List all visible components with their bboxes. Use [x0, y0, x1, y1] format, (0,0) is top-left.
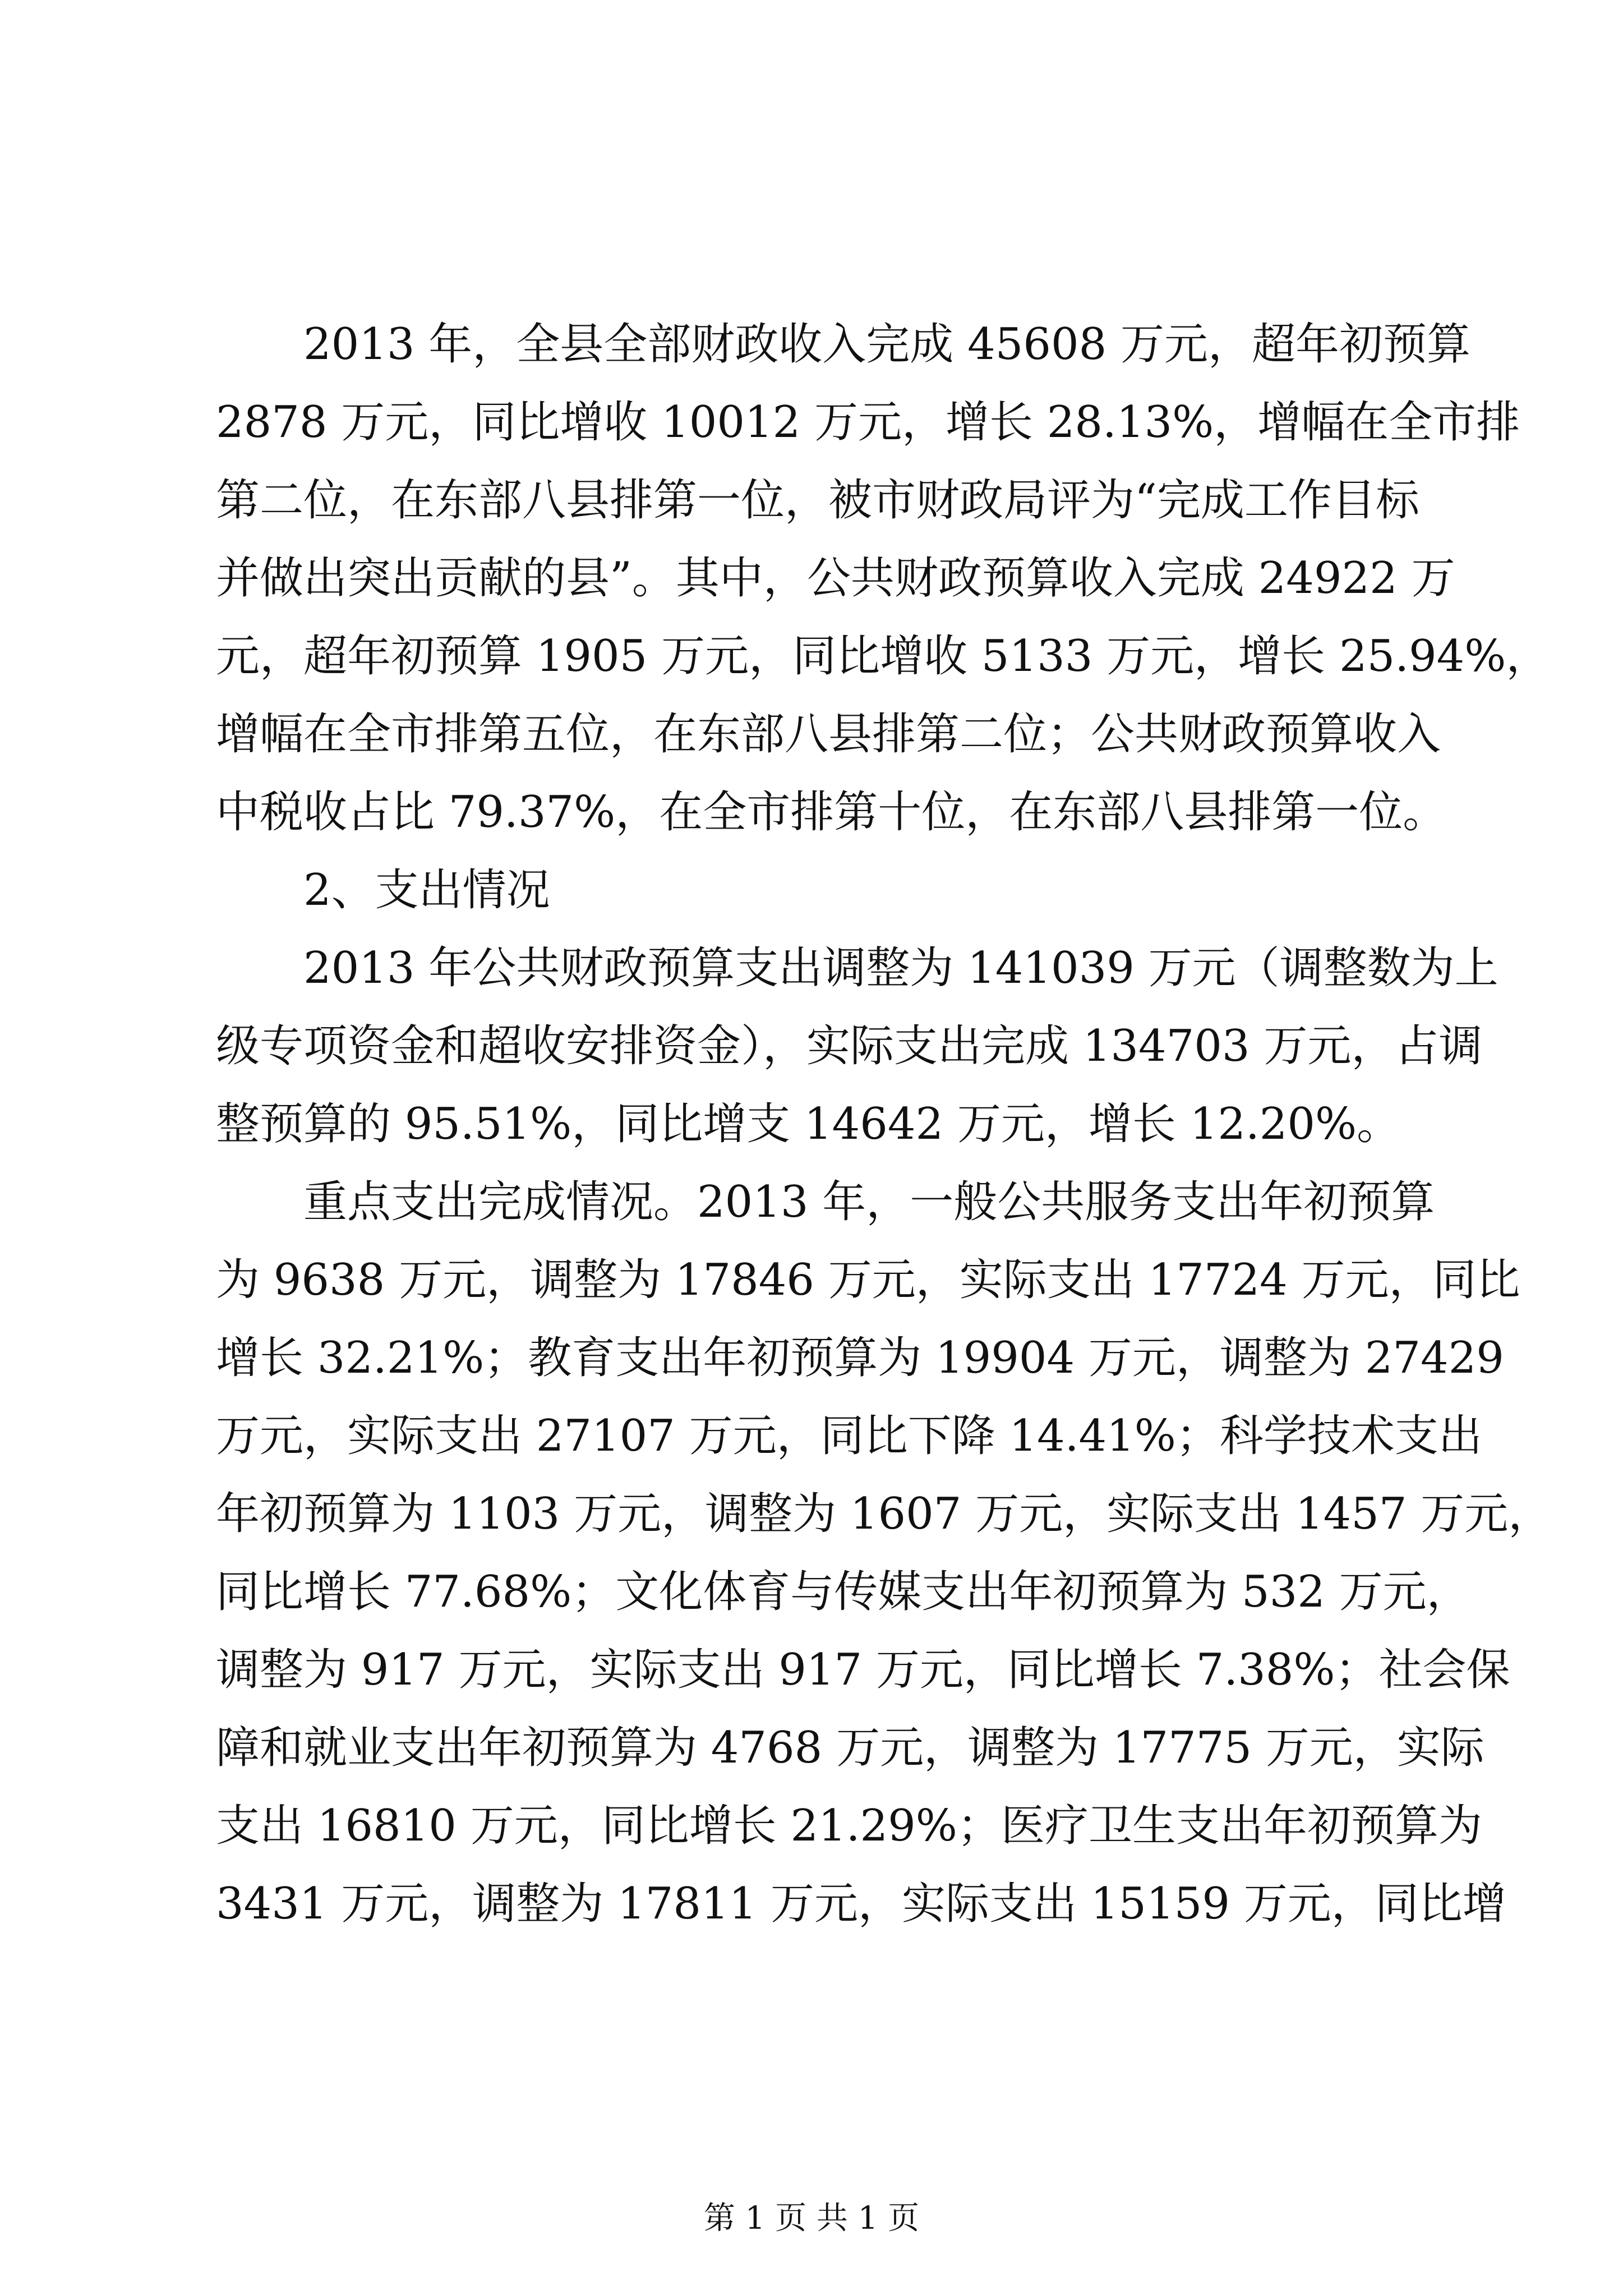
text-line: 增长 32.21%；教育支出年初预算为 19904 万元，调整为 27429: [216, 1333, 1504, 1383]
text-line: 增幅在全市排第五位，在东部八县排第二位；公共财政预算收入: [216, 709, 1441, 760]
text-line: 障和就业支出年初预算为 4768 万元，调整为 17775 万元，实际: [216, 1723, 1484, 1773]
paragraph-expenditure: [216, 930, 1498, 1163]
text-line: 重点支出完成情况。2013 年，一般公共服务支出年初预算: [303, 1177, 1435, 1227]
text-line: 2013 年公共财政预算支出调整为 141039 万元（调整数为上: [303, 943, 1498, 993]
text-line: 2013 年，全县全部财政收入完成 45608 万元，超年初预算: [303, 319, 1471, 370]
text-line: 同比增长 77.68%；文化体育与传媒支出年初预算为 532 万元，: [216, 1567, 1470, 1617]
text-line: 级专项资金和超收安排资金），实际支出完成 134703 万元，占调: [216, 1021, 1483, 1071]
text-line: 元，超年初预算 1905 万元，同比增收 5133 万元，增长 25.94%，: [216, 631, 1550, 682]
paragraph-revenue: [216, 306, 1550, 852]
page-number-label: 第 1 页 共 1 页: [703, 2200, 920, 2237]
paragraph-key-expenditure: [216, 1163, 1552, 1943]
text-line: 年初预算为 1103 万元，调整为 1607 万元，实际支出 1457 万元，: [216, 1489, 1552, 1539]
section-heading-expenditure: [216, 852, 1410, 930]
text-line: 支出 16810 万元，同比增长 21.29%；医疗卫生支出年初预算为: [216, 1801, 1482, 1851]
page-footer: [0, 2199, 1623, 2238]
document-body: [216, 306, 1552, 1943]
text-line: 第二位，在东部八县排第一位，被市财政局评为“完成工作目标: [216, 475, 1419, 526]
text-line: 中税收占比 79.37%，在全市排第十位，在东部八县排第一位。: [216, 787, 1447, 838]
text-line: 万元，实际支出 27107 万元，同比下降 14.41%；科学技术支出: [216, 1411, 1482, 1461]
text-line: 调整为 917 万元，实际支出 917 万元，同比增长 7.38%；社会保: [216, 1645, 1510, 1695]
text-line: 2、支出情况: [303, 865, 550, 915]
text-line: 3431 万元，调整为 17811 万元，实际支出 15159 万元，同比增: [216, 1879, 1506, 1929]
text-line: 并做出突出贡献的县”。其中，公共财政预算收入完成 24922 万: [216, 553, 1455, 604]
text-line: 整预算的 95.51%，同比增支 14642 万元，增长 12.20%。: [216, 1099, 1401, 1149]
text-line: 2878 万元，同比增收 10012 万元，增长 28.13%，增幅在全市排: [216, 397, 1520, 448]
text-line: 为 9638 万元，调整为 17846 万元，实际支出 17724 万元，同比: [216, 1255, 1520, 1305]
